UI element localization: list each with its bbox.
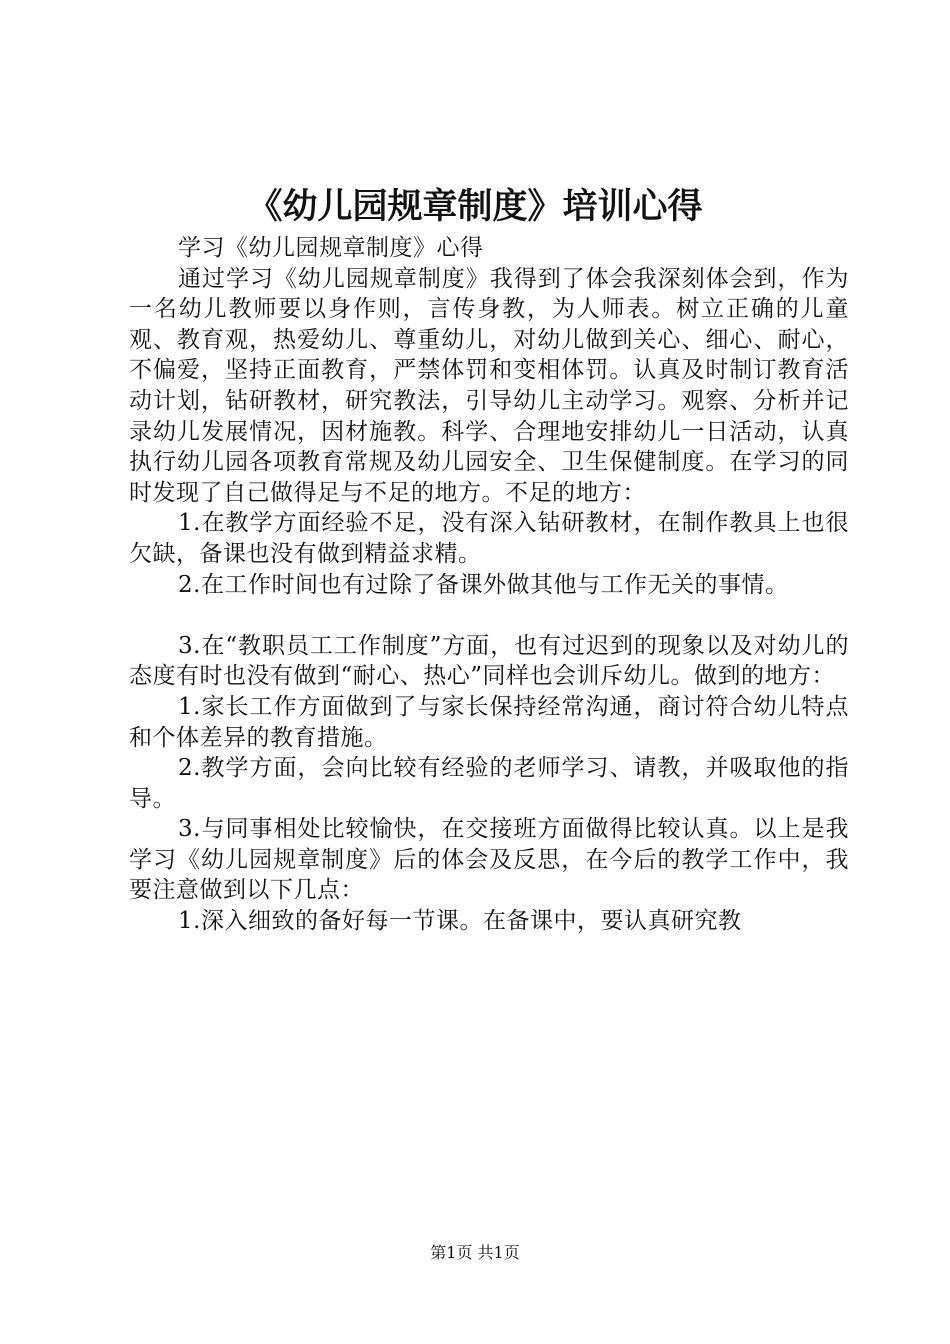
paragraph-plan-1: 1.深入细致的备好每一节课。在备课中，要认真研究教 xyxy=(178,908,742,935)
paragraph-achievement-2: 2.教学方面，会向比较有经验的老师学习、请教，并吸取他的指导。 xyxy=(129,755,849,812)
document-title: 《幼儿园规章制度》培训心得 xyxy=(247,187,703,227)
paragraph-shortcoming-1: 1.在教学方面经验不足，没有深入钻研教材，在制作教具上也很欠缺，备课也没有做到精益求精。 xyxy=(129,510,849,567)
paragraph-shortcoming-3: 3.在“教职员工工作制度”方面，也有过迟到的现象以及对幼儿的态度有时也没有做到“耐心、热心”同样也会训斥幼儿。做到的地方： xyxy=(129,632,849,690)
paragraph-shortcoming-2: 2.在工作时间也有过除了备课外做其他与工作无关的事情。 xyxy=(178,571,789,598)
paragraph-intro: 通过学习《幼儿园规章制度》我得到了体会我深刻体会到，作为一名幼儿教师要以身作则，言传身教，为人师表。树立正确的儿童观、教育观，热爱幼儿、尊重幼儿，对幼儿做到关心、细心、耐心，不偏爱，坚持正面教育，严禁体罚和变相体罚。认真及时制订教育活动计划，钻研教材，研究教法，引导幼儿主动学习。观察、分析并记录幼儿发展情况，因材施教。科学、合理地安排幼儿一日活动，认真执行幼儿园各项教育常规及幼儿园安全、卫生保健制度。在学习的同时发现了自己做得足与不足的地方。不足的地方： xyxy=(129,265,849,506)
document-body xyxy=(129,233,849,937)
paragraph-achievement-3: 3.与同事相处比较愉快，在交接班方面做得比较认真。以上是我学习《幼儿园规章制度》后的体会及反思，在今后的教学工作中，我要注意做到以下几点： xyxy=(129,816,849,904)
page-footer: 第1页 共1页 xyxy=(430,1243,520,1262)
paragraph-achievement-1: 1.家长工作方面做到了与家长保持经常沟通，商讨符合幼儿特点和个体差异的教育措施。 xyxy=(129,693,849,751)
blank-line xyxy=(129,600,849,631)
paragraph-subtitle: 学习《幼儿园规章制度》心得 xyxy=(178,235,484,261)
